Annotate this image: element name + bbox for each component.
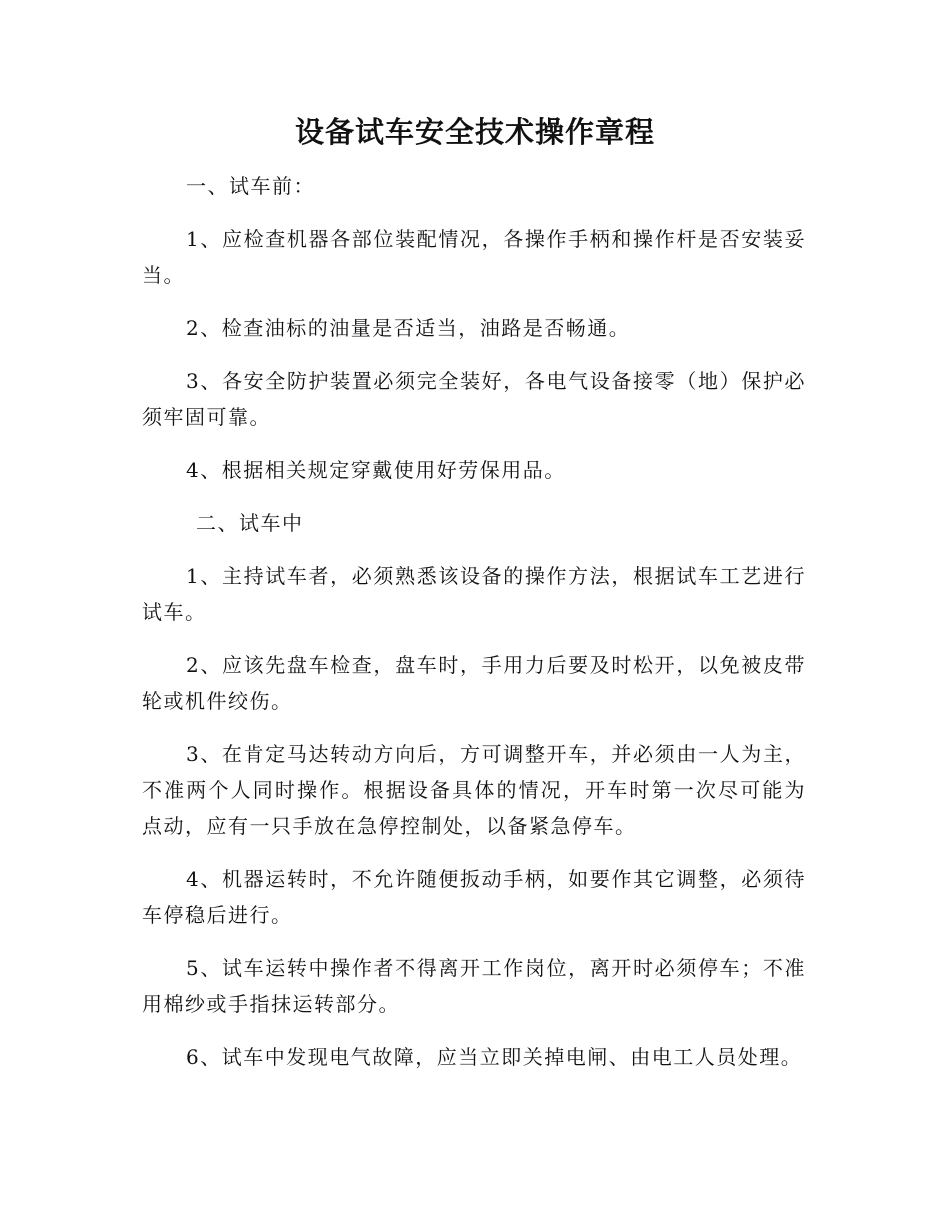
list-item: 1、应检查机器各部位装配情况，各操作手柄和操作杆是否安装妥当。: [142, 227, 806, 287]
list-item: 2、检查油标的油量是否适当，油路是否畅通。: [186, 316, 631, 340]
section-heading-during-test: 二、试车中: [196, 511, 304, 535]
list-item: 4、机器运转时，不允许随便扳动手柄，如要作其它调整，必须待车停稳后进行。: [142, 867, 806, 927]
section-heading-before-test: 一、试车前：: [186, 174, 315, 198]
document-body: [142, 168, 806, 1075]
list-item: 4、根据相关规定穿戴使用好劳保用品。: [186, 458, 566, 482]
list-item: 3、在肯定马达转动方向后，方可调整开车，并必须由一人为主，不准两个人同时操作。根据设备具体的情况，开车时第一次尽可能为点动，应有一只手放在急停控制处，以备紧急停车。: [142, 742, 806, 838]
list-item: 6、试车中发现电气故障，应当立即关掉电闸、由电工人员处理。: [186, 1045, 803, 1069]
list-item: 5、试车运转中操作者不得离开工作岗位，离开时必须停车；不准用棉纱或手指抹运转部分。: [142, 956, 806, 1016]
list-item: 1、主持试车者，必须熟悉该设备的操作方法，根据试车工艺进行试车。: [142, 564, 806, 624]
list-item: 2、应该先盘车检查，盘车时，手用力后要及时松开，以免被皮带轮或机件绞伤。: [142, 653, 806, 713]
document-title: 设备试车安全技术操作章程: [294, 115, 655, 149]
list-item: 3、各安全防护装置必须完全装好，各电气设备接零（地）保护必须牢固可靠。: [142, 369, 806, 429]
